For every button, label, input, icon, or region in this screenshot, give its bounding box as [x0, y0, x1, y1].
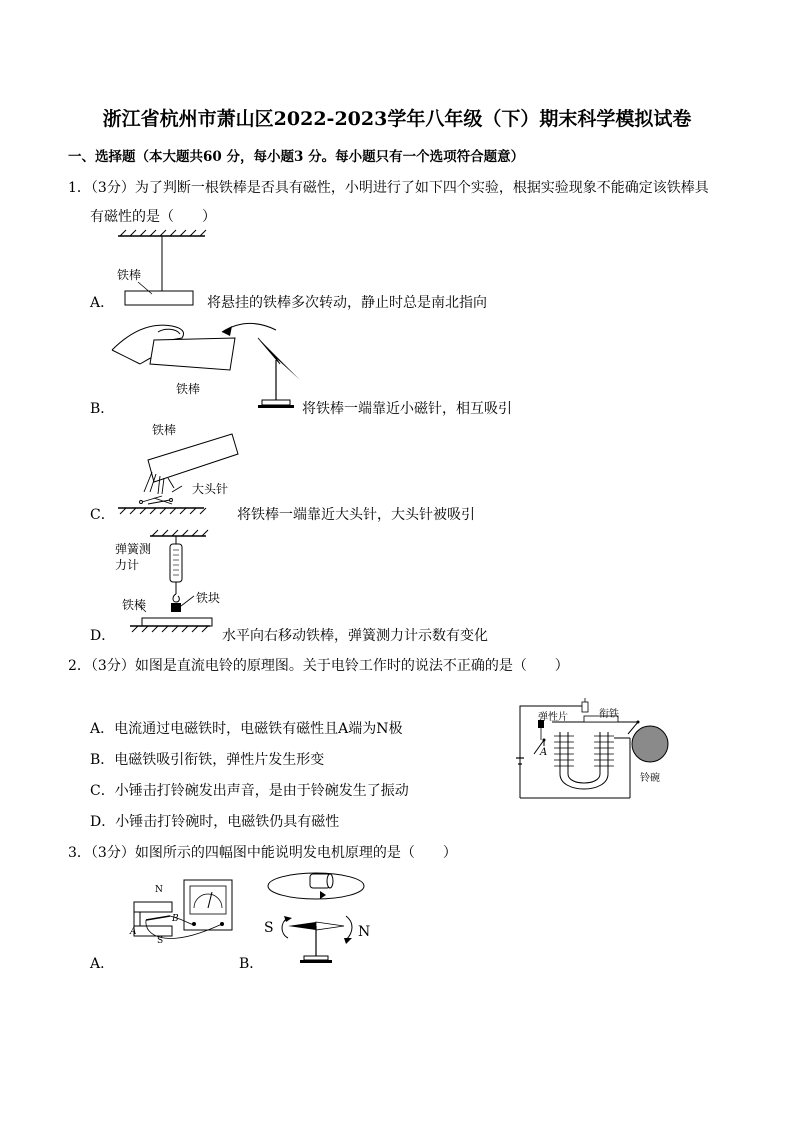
q3a-a-label: A	[130, 927, 137, 937]
q1d-scale-label-1: 弹簧测	[115, 542, 152, 556]
q1d-block-label: 铁块	[196, 591, 221, 605]
q1b-desc: 将铁棒一端靠近小磁针，相互吸引	[302, 401, 512, 417]
q1d-scale-label-2: 力计	[115, 558, 140, 572]
q1-stem-line2: 有磁性的是（ ）	[90, 209, 216, 225]
q1b-hand-rod-compass-figure	[110, 318, 310, 413]
q2-option-b: B．电磁铁吸引衔铁，弹性片发生形变	[90, 752, 325, 768]
q1c-desc: 将铁棒一端靠近大头针，大头针被吸引	[237, 507, 475, 523]
q3a-generator-galvanometer-figure	[126, 876, 238, 952]
q2-option-c: C．小锤击打铃碗发出声音，是由于铃碗发生了振动	[90, 783, 409, 799]
q1d-desc: 水平向右移动铁棒，弹簧测力计示数有变化	[222, 628, 488, 644]
q2-bell-bowl-label: 铃碗	[640, 773, 660, 784]
q1d-letter: D．	[90, 628, 116, 644]
q3b-n-label: N	[358, 924, 371, 940]
q1-stem-line1: 1．（3分）为了判断一根铁棒是否具有磁性，小明进行了如下四个实验，根据实验现象不能确定该铁棒具	[68, 180, 709, 196]
q1a-desc: 将悬挂的铁棒多次转动，静止时总是南北指向	[207, 295, 487, 311]
q1b-letter: B．	[90, 401, 115, 417]
q2-stem: 2．（3分）如图是直流电铃的原理图。关于电铃工作时的说法不正确的是（ ）	[68, 658, 569, 674]
q3b-s-label: S	[264, 920, 274, 936]
q2-option-d: D．小锤击打铃碗时，电磁铁仍具有磁性	[90, 814, 340, 830]
q3a-letter: A．	[90, 956, 115, 972]
q1d-rod-label: 铁棒	[122, 598, 147, 612]
q1c-rod-pins-figure	[114, 430, 244, 520]
q2-a-end-label: A	[540, 747, 548, 758]
q1a-rod-label: 铁棒	[117, 268, 142, 282]
page-title: 浙江省杭州市萧山区2022-2023学年八年级（下）期末科学模拟试卷	[102, 108, 692, 130]
q2-spring-plate-label: 弹性片	[538, 712, 568, 723]
q2-option-a: A．电流通过电磁铁时，电磁铁有磁性且A端为N极	[90, 721, 403, 737]
q3-stem: 3．（3分）如图所示的四幅图中能说明发电机原理的是（ ）	[68, 845, 457, 861]
q1c-pin-label: 大头针	[192, 482, 229, 496]
q3a-s-pole-label: S	[157, 936, 164, 946]
q3a-b-label: B	[172, 914, 179, 924]
q1b-rod-label: 铁棒	[176, 382, 201, 396]
section-heading: 一、选择题（本大题共60 分，每小题3 分。每小题只有一个选项符合题意）	[68, 149, 525, 165]
q3b-letter: B．	[239, 956, 264, 972]
q1a-letter: A．	[90, 295, 115, 311]
q3b-wire-compass-figure	[266, 868, 376, 964]
q1c-letter: C．	[90, 507, 115, 523]
q2-armature-label: 衔铁	[599, 709, 619, 720]
q3a-n-pole-label: N	[155, 885, 163, 895]
q1c-rod-label: 铁棒	[152, 423, 177, 437]
